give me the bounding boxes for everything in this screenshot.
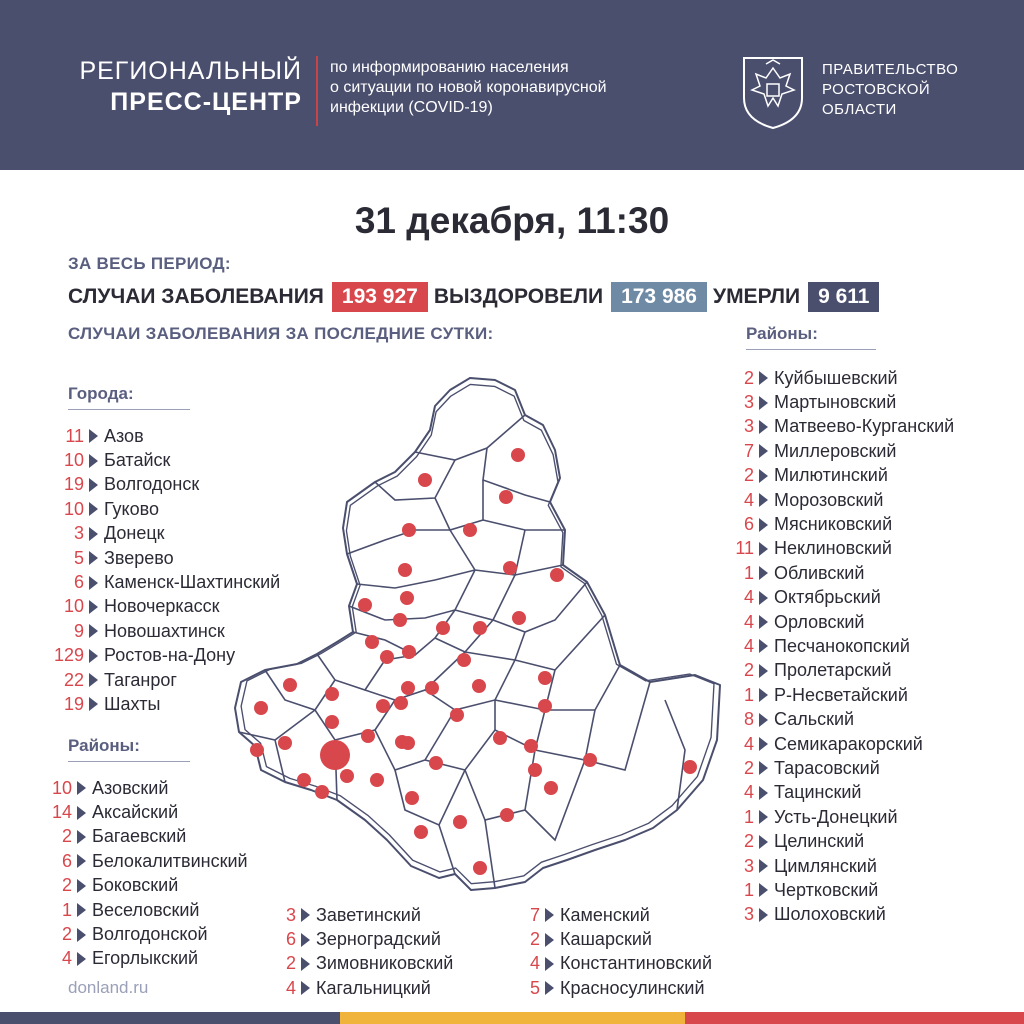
triangle-right-icon <box>89 697 98 711</box>
case-marker <box>402 523 416 537</box>
case-marker <box>583 753 597 767</box>
place-name: Таганрог <box>104 669 177 690</box>
case-marker <box>393 613 407 627</box>
cases-badge: 193 927 <box>332 282 428 312</box>
districts-right-underline <box>746 349 876 350</box>
case-marker <box>254 701 268 715</box>
place-name: Морозовский <box>774 489 884 510</box>
case-marker <box>401 681 415 695</box>
list-item <box>732 561 954 585</box>
case-marker <box>401 736 415 750</box>
place-name: Сальский <box>774 709 855 730</box>
triangle-right-icon <box>77 806 86 820</box>
case-count: 6 <box>743 514 754 535</box>
triangle-right-icon <box>759 566 768 580</box>
footer-stripe-red <box>685 1012 1024 1024</box>
coat-of-arms-icon <box>738 54 808 130</box>
place-name: Милютинский <box>774 465 888 486</box>
triangle-right-icon <box>89 429 98 443</box>
case-count: 8 <box>743 709 754 730</box>
case-marker <box>436 621 450 635</box>
case-count: 2 <box>743 660 754 681</box>
government-name <box>822 60 958 120</box>
case-count: 4 <box>285 977 296 998</box>
case-count: 5 <box>73 547 84 568</box>
case-count: 3 <box>743 855 754 876</box>
case-count: 6 <box>285 929 296 950</box>
place-name: Боковский <box>92 875 179 896</box>
list-item <box>52 898 248 922</box>
case-marker <box>398 563 412 577</box>
triangle-right-icon <box>759 493 768 507</box>
list-item <box>732 683 954 707</box>
case-marker <box>429 756 443 770</box>
case-count: 2 <box>743 465 754 486</box>
place-name: Каменск-Шахтинский <box>104 572 281 593</box>
triangle-right-icon <box>301 957 310 971</box>
case-count: 1 <box>743 806 754 827</box>
case-count: 4 <box>529 953 540 974</box>
case-marker <box>473 861 487 875</box>
report-date: 31 декабря, 11:30 <box>354 200 670 241</box>
triangle-right-icon <box>759 469 768 483</box>
deaths-badge: 9 611 <box>808 282 879 312</box>
place-name: Каменский <box>560 904 650 925</box>
list-item <box>732 586 954 610</box>
place-name: Тарасовский <box>774 757 880 778</box>
place-name: Аксайский <box>92 802 179 823</box>
triangle-right-icon <box>759 835 768 849</box>
case-count: 2 <box>529 929 540 950</box>
triangle-right-icon <box>77 928 86 942</box>
place-name: Белокалитвинский <box>92 850 248 871</box>
case-count: 3 <box>285 904 296 925</box>
case-marker <box>340 769 354 783</box>
place-name: Багаевский <box>92 826 187 847</box>
place-name: Тацинский <box>774 782 862 803</box>
case-marker <box>500 808 514 822</box>
case-marker <box>538 699 552 713</box>
list-item <box>732 537 954 561</box>
case-marker <box>453 815 467 829</box>
place-name: Целинский <box>774 831 865 852</box>
triangle-right-icon <box>89 478 98 492</box>
list-item <box>732 756 954 780</box>
case-marker <box>325 687 339 701</box>
districts-left-underline <box>68 761 190 762</box>
case-marker <box>278 736 292 750</box>
gov-line3: ОБЛАСТИ <box>822 101 897 118</box>
list-item <box>52 922 248 946</box>
place-name: Октябрьский <box>774 587 881 608</box>
place-name: Азовский <box>92 777 169 798</box>
period-label: ЗА ВЕСЬ ПЕРИОД: <box>68 254 231 273</box>
tagline-line2: о ситуации по новой коронавирусной <box>330 79 607 96</box>
triangle-right-icon <box>89 502 98 516</box>
header-tagline <box>330 58 710 118</box>
region-map <box>225 370 735 915</box>
place-name: Мясниковский <box>774 514 893 535</box>
case-marker <box>365 635 379 649</box>
place-name: Цимлянский <box>774 855 877 876</box>
gov-line2: РОСТОВСКОЙ <box>822 81 931 98</box>
case-marker <box>394 696 408 710</box>
triangle-right-icon <box>89 624 98 638</box>
place-name: Куйбышевский <box>774 367 898 388</box>
list-item <box>732 439 954 463</box>
cases-label: СЛУЧАИ ЗАБОЛЕВАНИЯ <box>68 285 324 308</box>
brand-line1: РЕГИОНАЛЬНЫЙ <box>79 57 302 85</box>
list-item <box>524 952 712 976</box>
case-marker <box>400 591 414 605</box>
triangle-right-icon <box>759 444 768 458</box>
case-marker <box>683 760 697 774</box>
list-item <box>732 903 954 927</box>
place-name: Усть-Донецкий <box>774 806 898 827</box>
triangle-right-icon <box>89 551 98 565</box>
districts-left-title: Районы: <box>68 736 140 755</box>
triangle-right-icon <box>759 737 768 751</box>
triangle-right-icon <box>759 371 768 385</box>
list-item <box>732 512 954 536</box>
case-count: 4 <box>743 782 754 803</box>
place-name: Кагальницкий <box>316 977 431 998</box>
case-marker <box>512 611 526 625</box>
triangle-right-icon <box>77 830 86 844</box>
districts-right-list <box>732 366 954 927</box>
list-item <box>52 849 248 873</box>
triangle-right-icon <box>759 518 768 532</box>
case-count: 2 <box>285 953 296 974</box>
place-name: Веселовский <box>92 899 200 920</box>
case-marker <box>493 731 507 745</box>
case-marker <box>472 679 486 693</box>
gov-line1: ПРАВИТЕЛЬСТВО <box>822 61 959 78</box>
place-name: Батайск <box>104 450 171 471</box>
website-link[interactable]: donland.ru <box>68 978 149 997</box>
place-name: Кашарский <box>560 929 652 950</box>
place-name: Мартыновский <box>774 392 897 413</box>
case-marker <box>463 523 477 537</box>
case-count: 2 <box>61 826 72 847</box>
triangle-right-icon <box>759 615 768 629</box>
case-marker <box>250 743 264 757</box>
triangle-right-icon <box>759 664 768 678</box>
case-marker <box>370 773 384 787</box>
districts-mid1-list <box>280 903 453 1001</box>
case-count: 4 <box>743 587 754 608</box>
place-name: Красносулинский <box>560 977 705 998</box>
case-count: 10 <box>63 498 84 519</box>
case-marker <box>402 645 416 659</box>
triangle-right-icon <box>759 883 768 897</box>
case-marker <box>376 699 390 713</box>
list-item <box>732 854 954 878</box>
case-count: 3 <box>743 904 754 925</box>
case-count: 7 <box>529 904 540 925</box>
case-markers <box>250 448 697 875</box>
triangle-right-icon <box>77 781 86 795</box>
list-item <box>52 776 248 800</box>
case-marker <box>358 598 372 612</box>
case-count: 5 <box>529 977 540 998</box>
case-count: 19 <box>63 474 84 495</box>
place-name: Обливский <box>774 562 865 583</box>
case-count: 3 <box>73 523 84 544</box>
triangle-right-icon <box>77 903 86 917</box>
case-count: 2 <box>743 831 754 852</box>
cities-underline <box>68 409 190 410</box>
triangle-right-icon <box>77 854 86 868</box>
case-marker <box>414 825 428 839</box>
place-name: Орловский <box>774 611 865 632</box>
case-marker <box>450 708 464 722</box>
case-count: 14 <box>52 802 73 823</box>
case-count: 9 <box>73 620 84 641</box>
case-count: 3 <box>743 416 754 437</box>
header-divider <box>316 56 318 126</box>
place-name: Волгодонской <box>92 924 208 945</box>
deaths-label: УМЕРЛИ <box>713 285 801 308</box>
case-marker <box>524 739 538 753</box>
list-item <box>280 927 453 951</box>
case-count: 2 <box>743 367 754 388</box>
case-count: 4 <box>743 611 754 632</box>
place-name: Заветинский <box>316 904 421 925</box>
place-name: Донецк <box>104 523 165 544</box>
list-item <box>732 878 954 902</box>
triangle-right-icon <box>759 420 768 434</box>
tagline-line3: инфекции (COVID-19) <box>330 99 493 116</box>
triangle-right-icon <box>759 396 768 410</box>
tagline-line1: по информированию населения <box>330 59 569 76</box>
case-count: 6 <box>61 850 72 871</box>
place-name: Р-Несветайский <box>774 684 908 705</box>
place-name: Новочеркасск <box>104 596 220 617</box>
districts-right-title: Районы: <box>746 324 818 343</box>
triangle-right-icon <box>759 713 768 727</box>
triangle-right-icon <box>759 810 768 824</box>
triangle-right-icon <box>759 786 768 800</box>
triangle-right-icon <box>89 649 98 663</box>
recovered-label: ВЫЗДОРОВЕЛИ <box>433 285 604 308</box>
triangle-right-icon <box>89 673 98 687</box>
case-marker <box>528 763 542 777</box>
case-marker <box>283 678 297 692</box>
place-name: Новошахтинск <box>104 620 225 641</box>
case-marker <box>544 781 558 795</box>
case-marker <box>405 791 419 805</box>
place-name: Неклиновский <box>774 538 892 559</box>
case-count: 2 <box>743 757 754 778</box>
list-item <box>732 732 954 756</box>
place-name: Зимовниковский <box>316 953 454 974</box>
list-item <box>280 952 453 976</box>
triangle-right-icon <box>89 576 98 590</box>
case-count: 11 <box>65 425 84 446</box>
triangle-right-icon <box>759 591 768 605</box>
case-count: 6 <box>73 572 84 593</box>
header-banner <box>0 0 1024 170</box>
districts-mid2-list <box>524 903 712 1001</box>
triangle-right-icon <box>759 639 768 653</box>
case-marker <box>503 561 517 575</box>
case-count: 22 <box>63 669 84 690</box>
case-marker <box>315 785 329 799</box>
case-marker <box>361 729 375 743</box>
recovered-badge: 173 986 <box>611 282 707 312</box>
triangle-right-icon <box>77 952 86 966</box>
case-marker <box>418 473 432 487</box>
place-name: Егорлыкский <box>92 948 199 969</box>
list-item <box>524 927 712 951</box>
case-count: 4 <box>743 489 754 510</box>
triangle-right-icon <box>545 981 554 995</box>
case-count: 3 <box>743 392 754 413</box>
case-marker <box>457 653 471 667</box>
case-marker <box>425 681 439 695</box>
list-item <box>732 415 954 439</box>
triangle-right-icon <box>89 454 98 468</box>
case-count: 4 <box>61 948 72 969</box>
case-marker <box>538 671 552 685</box>
triangle-right-icon <box>545 957 554 971</box>
triangle-right-icon <box>759 859 768 873</box>
triangle-right-icon <box>89 527 98 541</box>
place-name: Константиновский <box>560 953 713 974</box>
press-center-logo <box>52 56 302 118</box>
case-count: 1 <box>61 899 72 920</box>
case-count: 129 <box>53 645 84 666</box>
list-item <box>732 659 954 683</box>
triangle-right-icon <box>759 542 768 556</box>
case-marker <box>325 715 339 729</box>
case-marker <box>499 490 513 504</box>
place-name: Азов <box>104 425 144 446</box>
triangle-right-icon <box>301 981 310 995</box>
list-item <box>52 800 248 824</box>
case-count: 10 <box>63 450 84 471</box>
triangle-right-icon <box>545 933 554 947</box>
cities-title: Города: <box>68 384 134 403</box>
list-item <box>524 976 712 1000</box>
case-count: 10 <box>52 777 73 798</box>
place-name: Семикаракорский <box>774 733 923 754</box>
case-count: 10 <box>63 596 84 617</box>
place-name: Песчанокопский <box>774 635 910 656</box>
list-item <box>52 947 248 971</box>
triangle-right-icon <box>759 908 768 922</box>
list-item <box>732 464 954 488</box>
case-marker <box>380 650 394 664</box>
daily-label: СЛУЧАИ ЗАБОЛЕВАНИЯ ЗА ПОСЛЕДНИЕ СУТКИ: <box>68 324 494 343</box>
case-marker-large <box>320 740 350 770</box>
triangle-right-icon <box>759 761 768 775</box>
case-count: 7 <box>743 440 754 461</box>
place-name: Зверево <box>104 547 174 568</box>
place-name: Матвеево-Курганский <box>774 416 955 437</box>
brand-line2: ПРЕСС-ЦЕНТР <box>110 88 302 116</box>
triangle-right-icon <box>89 600 98 614</box>
case-marker <box>473 621 487 635</box>
case-count: 1 <box>743 684 754 705</box>
list-item <box>280 976 453 1000</box>
place-name: Пролетарский <box>774 660 892 681</box>
footer-stripe-navy <box>0 1012 340 1024</box>
place-name: Шахты <box>104 693 161 714</box>
case-count: 1 <box>743 879 754 900</box>
triangle-right-icon <box>77 879 86 893</box>
totals-row <box>68 282 885 312</box>
case-count: 1 <box>743 562 754 583</box>
place-name: Волгодонск <box>104 474 200 495</box>
case-count: 11 <box>735 538 754 559</box>
case-count: 4 <box>743 733 754 754</box>
list-item <box>52 825 248 849</box>
case-marker <box>511 448 525 462</box>
case-count: 4 <box>743 635 754 656</box>
place-name: Миллеровский <box>774 440 897 461</box>
place-name: Ростов-на-Дону <box>104 645 236 666</box>
list-item <box>732 707 954 731</box>
triangle-right-icon <box>301 933 310 947</box>
footer-stripe-yellow <box>340 1012 685 1024</box>
list-item <box>732 781 954 805</box>
list-item <box>732 610 954 634</box>
triangle-right-icon <box>759 688 768 702</box>
list-item <box>732 366 954 390</box>
case-count: 2 <box>61 875 72 896</box>
list-item <box>52 874 248 898</box>
place-name: Чертковский <box>774 879 879 900</box>
list-item <box>732 805 954 829</box>
list-item <box>732 488 954 512</box>
case-count: 19 <box>63 693 84 714</box>
case-marker <box>550 568 564 582</box>
list-item <box>732 390 954 414</box>
case-marker <box>297 773 311 787</box>
place-name: Зерноградский <box>316 929 441 950</box>
case-count: 2 <box>61 924 72 945</box>
districts-left-list <box>52 776 248 971</box>
list-item <box>732 634 954 658</box>
place-name: Гуково <box>104 498 160 519</box>
list-item <box>732 829 954 853</box>
place-name: Шолоховский <box>774 904 886 925</box>
